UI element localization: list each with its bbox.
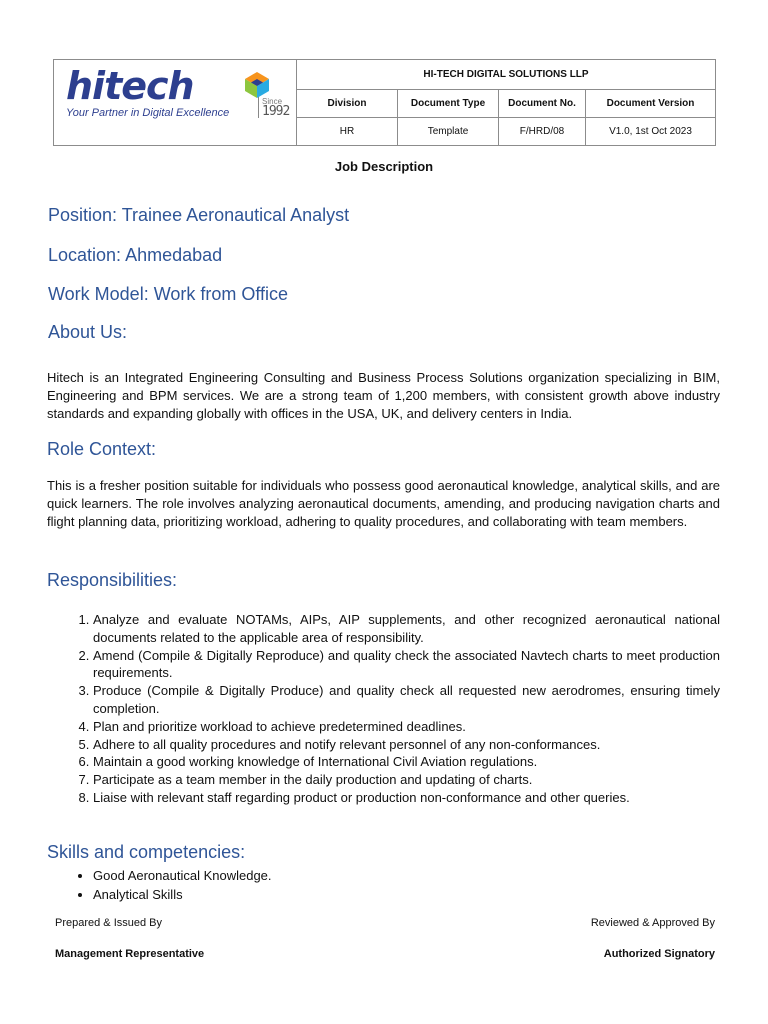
list-item: 4. Plan and prioritize workload to achieve predetermined deadlines. bbox=[93, 718, 720, 736]
since-label: Since bbox=[262, 97, 283, 106]
responsibilities-list bbox=[47, 611, 720, 807]
list-item: 7. Participate as a team member in the daily production and updating of charts. bbox=[93, 771, 720, 789]
logo-wordmark: hitech bbox=[66, 64, 194, 108]
work-model-heading: Work Model: Work from Office bbox=[48, 284, 289, 304]
about-text: Hitech is an Integrated Engineering Consulting and Business Process Solutions organization specializing in BIM, Engineering and BPM services. We are a strong team of 1,200 members, with consistent growth above industry standards and expanding globally with offices in the USA, UK, and delivery centers in India. bbox=[47, 370, 720, 421]
position-heading: Position: Trainee Aeronautical Analyst bbox=[48, 205, 350, 225]
list-item: 3. Produce (Compile & Digitally Produce) and quality check all requested new aerodromes, ensuring timely completion. bbox=[93, 682, 720, 718]
list-item: 1. Analyze and evaluate NOTAMs, AIPs, AIP supplements, and other recognized aeronautical national documents related to the applicable area of responsibility. bbox=[93, 611, 720, 647]
list-item: 6. Maintain a good working knowledge of International Civil Aviation regulations. bbox=[93, 753, 720, 771]
location-heading: Location: Ahmedabad bbox=[48, 245, 223, 265]
skills-list bbox=[47, 867, 720, 904]
val-division: HR bbox=[297, 118, 398, 146]
skills-heading: Skills and competencies: bbox=[47, 842, 246, 862]
company-logo bbox=[54, 60, 297, 146]
approved-by: Authorized Signatory bbox=[603, 948, 715, 960]
company-name: HI-TECH DIGITAL SOLUTIONS LLP bbox=[297, 60, 716, 90]
val-document-type: Template bbox=[398, 118, 499, 146]
prepared-label: Prepared & Issued By bbox=[55, 917, 163, 929]
list-item: 8. Liaise with relevant staff regarding product or production non-conformance and other queries. bbox=[93, 789, 720, 807]
reviewed-label: Reviewed & Approved By bbox=[590, 917, 715, 929]
prepared-by: Management Representative bbox=[55, 948, 205, 960]
col-division: Division bbox=[297, 90, 398, 118]
document-header-table bbox=[53, 59, 716, 146]
col-document-no: Document No. bbox=[499, 90, 586, 118]
list-item: 2. Amend (Compile & Digitally Reproduce) and quality check the associated Navtech charts to meet production requirements. bbox=[93, 647, 720, 683]
list-item: 5. Adhere to all quality procedures and notify relevant personnel of any non-conformances. bbox=[93, 736, 720, 754]
col-document-type: Document Type bbox=[398, 90, 499, 118]
logo-tagline: Your Partner in Digital Excellence bbox=[66, 107, 230, 119]
col-document-version: Document Version bbox=[586, 90, 716, 118]
since-year: 1992 bbox=[262, 104, 290, 119]
role-context-heading: Role Context: bbox=[47, 439, 157, 459]
val-document-version: V1.0, 1st Oct 2023 bbox=[586, 118, 716, 146]
about-heading: About Us: bbox=[48, 322, 128, 342]
logo-emblem-icon bbox=[242, 70, 272, 100]
val-document-no: F/HRD/08 bbox=[499, 118, 586, 146]
list-item: • Good Aeronautical Knowledge. bbox=[93, 867, 720, 886]
list-item: • Analytical Skills bbox=[93, 886, 720, 905]
document-title: Job Description bbox=[334, 159, 434, 174]
responsibilities-heading: Responsibilities: bbox=[47, 570, 178, 590]
logo-since-badge bbox=[258, 97, 289, 118]
role-context-text: This is a fresher position suitable for individuals who possess good aeronautical knowledge, analytical skills, and are quick learners. The role involves analyzing aeronautical documents, amending, and producing navigation charts and flight planning data, prioritizing workload, adhering to quality procedures, and collaborating with team members. bbox=[47, 478, 720, 529]
